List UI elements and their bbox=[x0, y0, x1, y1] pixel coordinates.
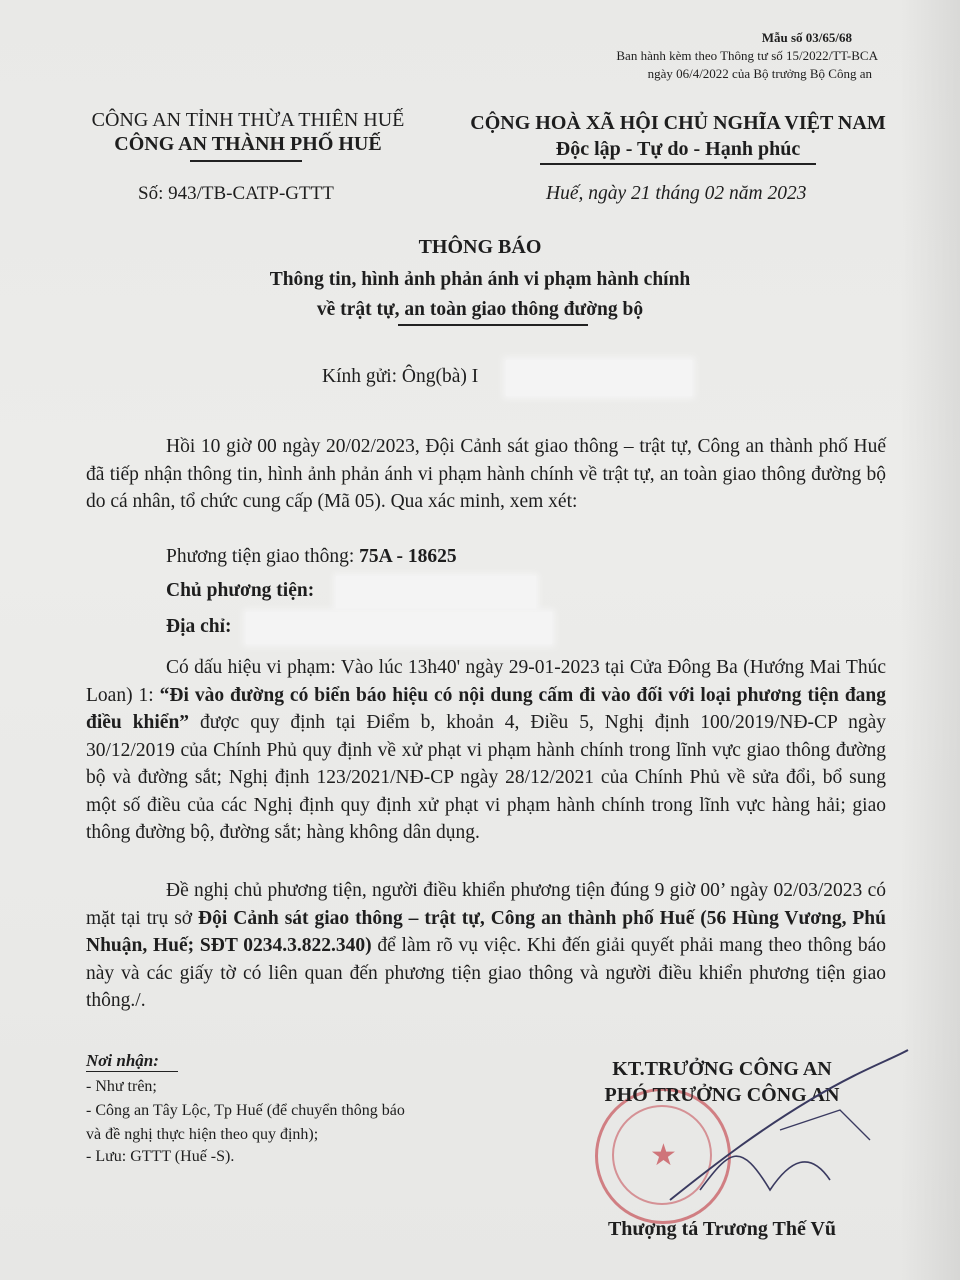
intro-text: Hồi 10 giờ 00 ngày 20/02/2023, Đội Cảnh sát giao thông – trật tự, Công an thành phố Huế đã tiếp nhận thông tin, hình ảnh phản ánh vi phạm hành chính về trật tự, an toàn giao thông đường bộ do cá nhân, tổ chức cung cấp (Mã 05). Qua xác minh, xem xét: bbox=[86, 436, 886, 512]
request-intro: Đề nghị chủ phương tiện, người điều khiển phương tiện đúng 9 giờ 00’ ngày 02/03/2023 có mặt tại trụ sở bbox=[86, 880, 886, 929]
request-paragraph bbox=[86, 877, 886, 1015]
signature-title-1: KT.TRƯỞNG CÔNG AN bbox=[612, 1058, 832, 1080]
vehicle-field bbox=[166, 546, 457, 568]
recipient-4: - Lưu: GTTT (Huế -S). bbox=[86, 1148, 235, 1165]
vehicle-label: Phương tiện giao thông: bbox=[166, 546, 360, 567]
nation-name: CỘNG HOÀ XÃ HỘI CHỦ NGHĨA VIỆT NAM bbox=[470, 112, 886, 134]
redaction-addressee bbox=[506, 360, 692, 396]
title-underline bbox=[398, 324, 588, 326]
doc-subtitle-1: Thông tin, hình ảnh phản ánh vi phạm hành chính bbox=[269, 269, 691, 290]
agency-underline bbox=[190, 160, 302, 162]
violation-description: “Đi vào đường có biển báo hiệu có nội dung cấm đi vào đối với loại phương tiện đang điều khiển” bbox=[86, 684, 887, 733]
violation-intro: Có dấu hiệu vi phạm: Vào lúc 13h40' ngày 29-01-2023 tại Cửa Đông Ba (Hướng Mai Thúc Loan) 1: bbox=[86, 657, 886, 706]
agency-parent: CÔNG AN TỈNH THỪA THIÊN HUẾ bbox=[91, 109, 405, 131]
addressee: Kính gửi: Ông(bà) I bbox=[322, 366, 479, 387]
violation-legal-basis: được quy định tại Điểm b, khoản 4, Điều 5, Nghị định 100/2019/NĐ-CP ngày 30/12/2019 của Chính Phủ quy định về xử phạt vi phạm hành chính trong lĩnh vực giao thông đường bộ và đường sắt; Nghị định 123/2021/NĐ-CP ngày 28/12/2021 của Chính Phủ về sửa đổi, bổ sung một số điều của các Nghị định quy định xử phạt vi phạm hành chính trong lĩnh vực hàng hải; giao thông đường bộ, đường sắt; hàng không dân dụng. bbox=[86, 712, 886, 843]
signer-name: Thượng tá Trương Thế Vũ bbox=[607, 1218, 837, 1240]
form-number: Mẫu số 03/65/68 bbox=[761, 30, 852, 45]
handwritten-signature bbox=[640, 1040, 920, 1220]
recipient-2: - Công an Tây Lộc, Tp Huế (để chuyển thông báo bbox=[86, 1102, 405, 1119]
owner-field bbox=[166, 580, 314, 602]
signature-title-2: PHÓ TRƯỞNG CÔNG AN bbox=[604, 1084, 840, 1106]
redaction-address bbox=[246, 612, 552, 644]
violation-paragraph bbox=[86, 654, 886, 847]
recipients-underline bbox=[86, 1071, 178, 1072]
recipient-1: - Như trên; bbox=[86, 1078, 157, 1095]
stamp-star-icon: ★ bbox=[650, 1139, 677, 1172]
agency-name: CÔNG AN THÀNH PHỐ HUẾ bbox=[114, 133, 382, 155]
recipient-3: và đề nghị thực hiện theo quy định); bbox=[86, 1126, 319, 1143]
request-instructions: để làm rõ vụ việc. Khi đến giải quyết phải mang theo thông báo này và các giấy tờ có liên quan đến phương tiện giao thông và người điều khiển phương tiện giao thông./. bbox=[86, 935, 886, 1011]
form-issued-with: Ban hành kèm theo Thông tư số 15/2022/TT-BCA bbox=[616, 48, 878, 63]
intro-paragraph bbox=[86, 433, 886, 516]
recipients-heading: Nơi nhận: bbox=[86, 1051, 159, 1070]
doc-number: Số: 943/TB-CATP-GTTT bbox=[138, 183, 334, 204]
request-location: Đội Cảnh sát giao thông – trật tự, Công an thành phố Huế (56 Hùng Vương, Phú Nhuận, Huế; SĐT 0234.3.822.340) bbox=[86, 907, 887, 956]
nation-motto: Độc lập - Tự do - Hạnh phúc bbox=[555, 138, 801, 160]
place-date: Huế, ngày 21 tháng 02 năm 2023 bbox=[546, 183, 807, 204]
address-field bbox=[166, 616, 232, 638]
redaction-owner bbox=[336, 576, 536, 608]
form-issued-date: ngày 06/4/2022 của Bộ trưởng Bộ Công an bbox=[647, 66, 872, 81]
doc-title: THÔNG BÁO bbox=[418, 236, 542, 258]
owner-label: Chủ phương tiện: bbox=[166, 580, 315, 601]
address-label: Địa chỉ: bbox=[166, 616, 232, 637]
motto-underline bbox=[540, 163, 816, 165]
doc-subtitle-2: về trật tự, an toàn giao thông đường bộ bbox=[316, 299, 644, 320]
vehicle-plate: 75A - 18625 bbox=[359, 546, 457, 567]
